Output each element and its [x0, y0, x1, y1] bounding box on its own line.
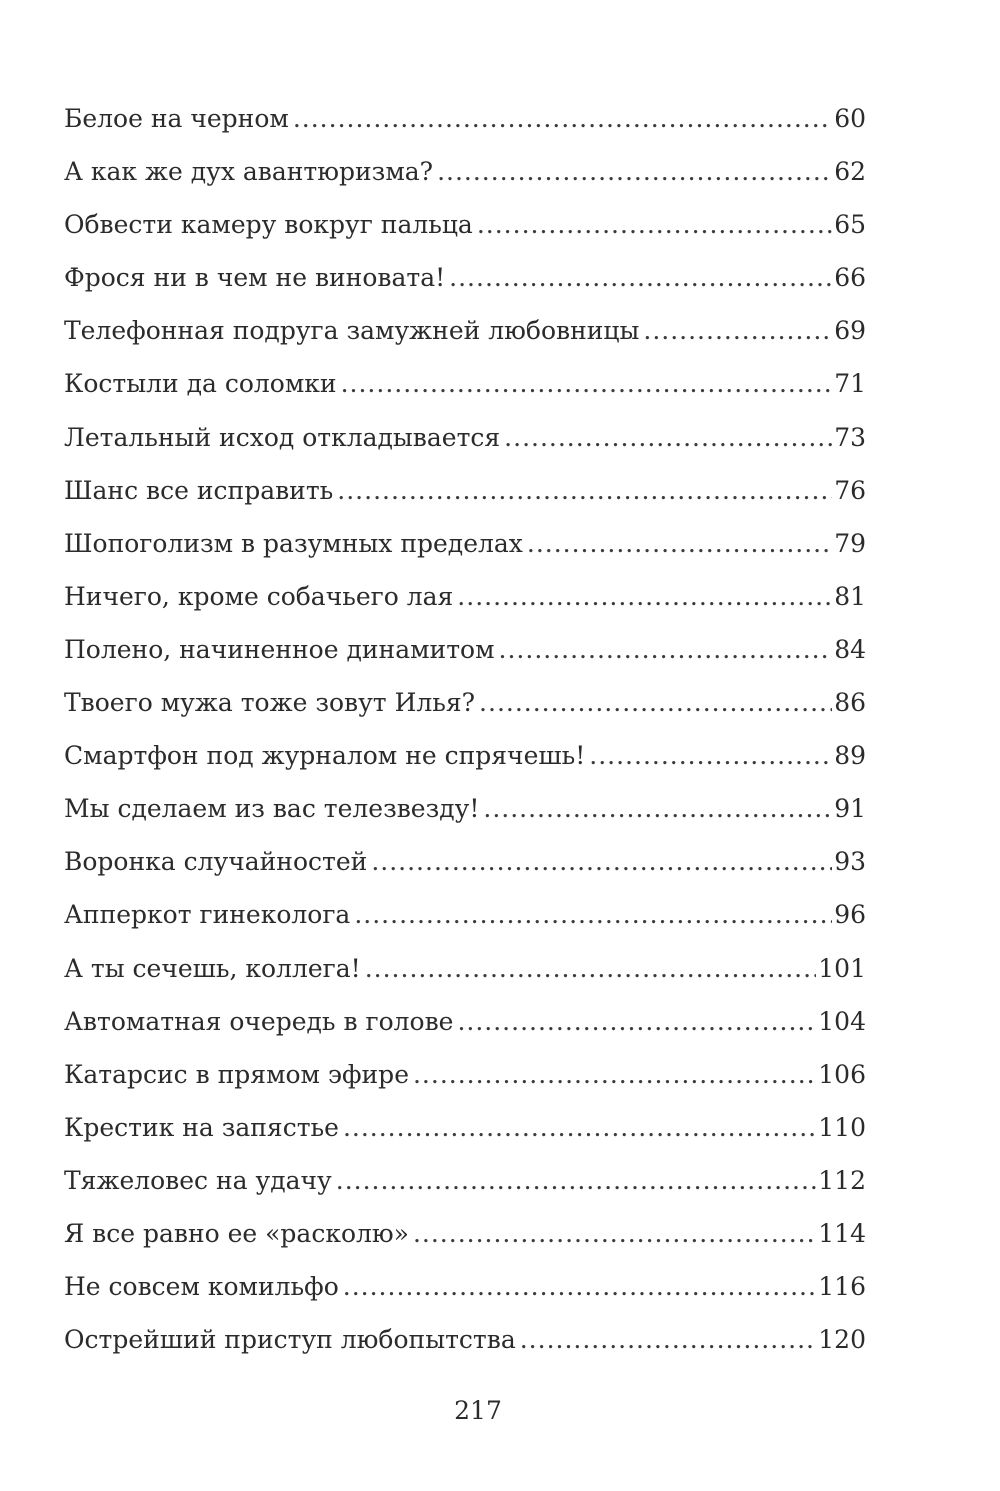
toc-entry-title: Шанс все исправить: [64, 475, 334, 505]
toc-entry-title: Обвести камеру вокруг пальца: [64, 210, 473, 240]
toc-entry-title: Телефонная подруга замужней любовницы: [64, 316, 640, 346]
toc-entry-page: 79: [834, 528, 866, 558]
toc-entry: [64, 92, 866, 145]
toc-entry: [64, 357, 866, 410]
toc-entry-title: Твоего мужа тоже зовут Илья?: [64, 688, 476, 718]
toc-entry: [64, 1207, 866, 1260]
toc-entry: [64, 888, 866, 941]
toc-entry: [64, 995, 866, 1048]
toc-dot-leader: [449, 251, 832, 304]
toc-entry: [64, 198, 866, 251]
toc-dot-leader: [365, 942, 817, 995]
toc-entry-page: 66: [834, 263, 866, 293]
toc-dot-leader: [336, 1154, 817, 1207]
toc-dot-leader: [413, 1048, 816, 1101]
toc-entry-title: Полено, начиненное динамитом: [64, 634, 495, 664]
toc-entry-page: 76: [834, 475, 866, 505]
toc-dot-leader: [479, 676, 832, 729]
toc-entry: [64, 464, 866, 517]
toc-entry: [64, 251, 866, 304]
toc-entry-title: Ничего, кроме собачьего лая: [64, 581, 454, 611]
toc-entry-page: 86: [834, 688, 866, 718]
toc-entry-page: 101: [818, 953, 866, 983]
toc-entry: [64, 676, 866, 729]
toc-entry-title: Смартфон под журналом не спрячешь!: [64, 741, 586, 771]
toc-entry-page: 120: [818, 1325, 866, 1355]
toc-entry-page: 65: [834, 210, 866, 240]
toc-entry-page: 93: [834, 847, 866, 877]
toc-entry-title: Крестик на запястье: [64, 1112, 339, 1142]
toc-entry-page: 84: [834, 634, 866, 664]
toc-entry-title: Мы сделаем из вас телезвезду!: [64, 794, 480, 824]
toc-entry: [64, 1048, 866, 1101]
toc-dot-leader: [354, 888, 832, 941]
toc-entry-page: 110: [818, 1112, 866, 1142]
toc-entry-title: Костыли да соломки: [64, 369, 337, 399]
toc-entry-page: 106: [818, 1059, 866, 1089]
toc-entry-page: 104: [818, 1006, 866, 1036]
toc-entry-page: 81: [834, 581, 866, 611]
toc-dot-leader: [499, 623, 833, 676]
toc-entry-page: 96: [834, 900, 866, 930]
toc-entry-page: 69: [834, 316, 866, 346]
toc-entry-title: Летальный исход откладывается: [64, 422, 501, 452]
toc-entry-page: 60: [834, 104, 866, 133]
toc-dot-leader: [343, 1260, 817, 1313]
toc-entry-title: Шопоголизм в разумных пределах: [64, 528, 523, 558]
toc-entry: [64, 145, 866, 198]
toc-entry-page: 89: [834, 741, 866, 771]
toc-entry: [64, 570, 866, 623]
toc-dot-leader: [520, 1313, 817, 1366]
toc-dot-leader: [643, 304, 832, 357]
toc-entry-title: Воронка случайностей: [64, 847, 368, 877]
toc-entry-title: Острейший приступ любопытства: [64, 1325, 516, 1355]
table-of-contents: [64, 92, 866, 1366]
toc-entry-page: 62: [834, 157, 866, 187]
toc-entry-title: Апперкот гинеколога: [64, 900, 351, 930]
toc-entry: [64, 1313, 866, 1366]
toc-entry: [64, 623, 866, 676]
toc-entry-title: Тяжеловес на удачу: [64, 1165, 332, 1195]
toc-entry-page: 91: [834, 794, 866, 824]
toc-entry-title: Фрося ни в чем не виновата!: [64, 263, 446, 293]
toc-dot-leader: [343, 1101, 816, 1154]
toc-dot-leader: [337, 464, 832, 517]
toc-entry-page: 112: [818, 1165, 866, 1195]
toc-entry: [64, 942, 866, 995]
toc-entry-page: 73: [834, 422, 866, 452]
toc-entry: [64, 1154, 866, 1207]
toc-entry-title: Катарсис в прямом эфире: [64, 1059, 409, 1089]
toc-entry: [64, 782, 866, 835]
toc-dot-leader: [293, 92, 832, 145]
toc-dot-leader: [371, 835, 832, 888]
toc-entry: [64, 517, 866, 570]
toc-entry: [64, 835, 866, 888]
toc-dot-leader: [527, 517, 832, 570]
toc-entry-title: Не совсем комильфо: [64, 1272, 339, 1302]
toc-dot-leader: [477, 198, 832, 251]
toc-entry: [64, 304, 866, 357]
toc-entry-page: 71: [834, 369, 866, 399]
toc-entry: [64, 411, 866, 464]
toc-entry: [64, 1101, 866, 1154]
toc-entry-page: 116: [818, 1272, 866, 1302]
toc-entry-page: 114: [818, 1218, 866, 1248]
toc-dot-leader: [457, 995, 816, 1048]
toc-entry-title: А как же дух авантюризма?: [64, 157, 434, 187]
toc-dot-leader: [589, 729, 832, 782]
toc-dot-leader: [457, 570, 832, 623]
toc-entry-title: А ты сечешь, коллега!: [64, 953, 361, 983]
toc-dot-leader: [504, 411, 832, 464]
toc-entry-title: Белое на черном: [64, 104, 289, 133]
page-number: 217: [454, 1396, 502, 1425]
toc-dot-leader: [437, 145, 832, 198]
toc-entry-title: Автоматная очередь в голове: [64, 1006, 454, 1036]
toc-dot-leader: [413, 1207, 816, 1260]
toc-entry: [64, 1260, 866, 1313]
toc-dot-leader: [341, 357, 833, 410]
toc-entry-title: Я все равно ее «расколю»: [64, 1218, 409, 1248]
toc-entry: [64, 729, 866, 782]
toc-dot-leader: [483, 782, 832, 835]
